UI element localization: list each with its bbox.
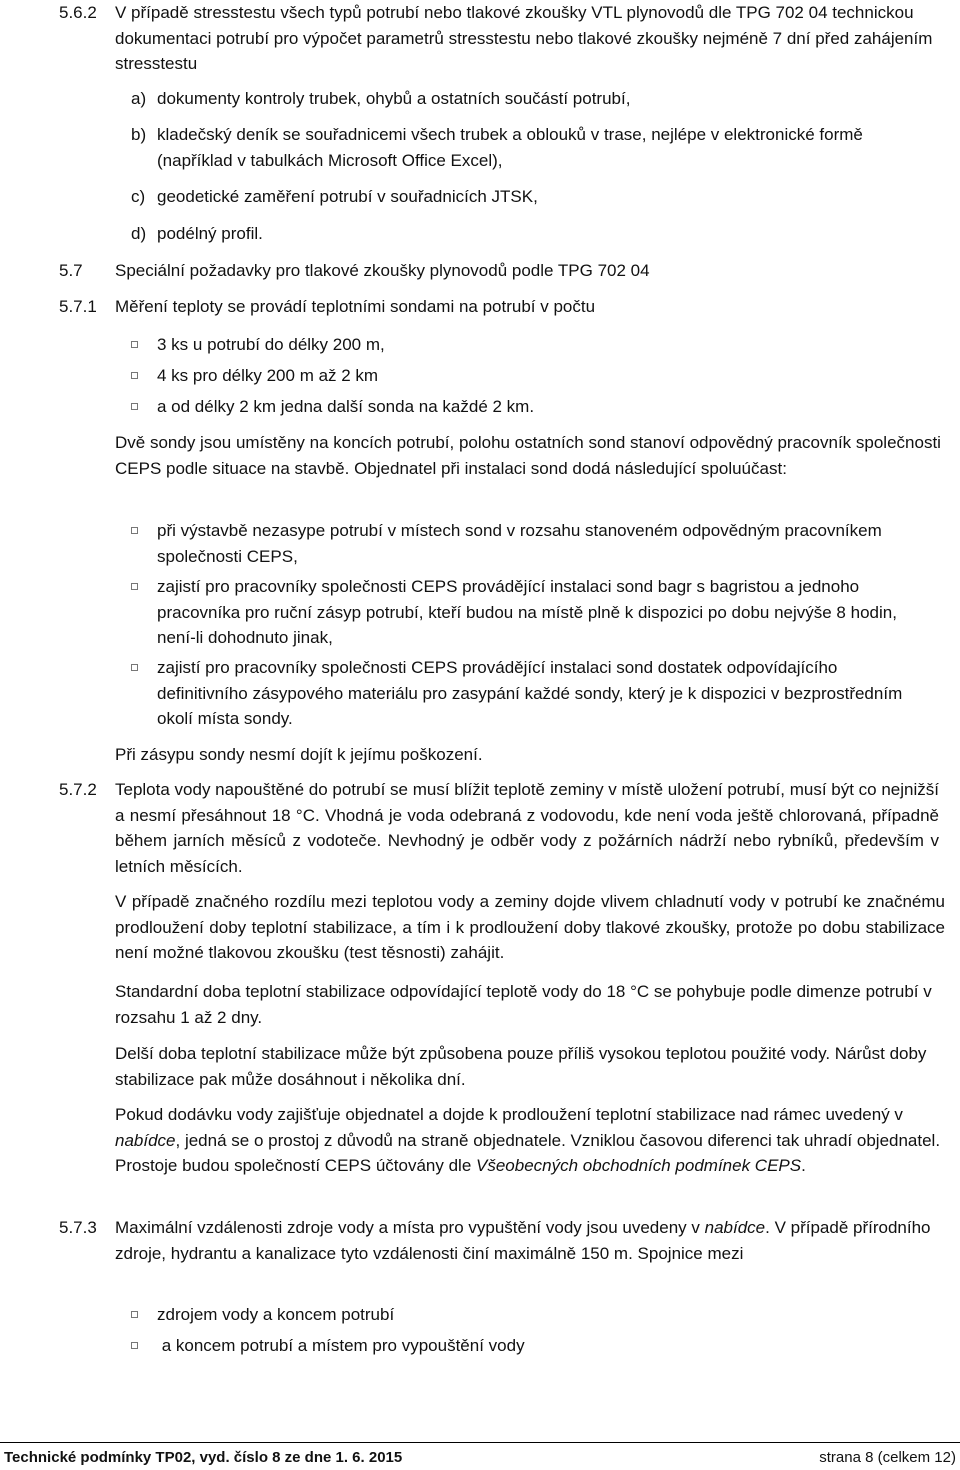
list-item xyxy=(131,574,931,651)
list-label: a) xyxy=(131,89,147,108)
text-run: Pokud dodávku vody zajišťuje objednatel a dojde k prodloužení teplotní stabilizace nad rámec uvedený v xyxy=(115,1105,903,1124)
section-number: 5.7.1 xyxy=(59,297,97,316)
list-text: a od délky 2 km jedna další sonda na každé 2 km. xyxy=(157,397,535,416)
section-5-7-1 xyxy=(59,294,939,320)
paragraph: Standardní doba teplotní stabilizace odpovídající teplotě vody do 18 °C se pohybuje podle dimenze potrubí v rozsahu 1 až 2 dny. xyxy=(115,982,932,1027)
list-label: b) xyxy=(131,125,147,144)
paragraph: V případě značného rozdílu mezi teplotou vody a zeminy dojde vlivem chladnutí vody v potrubí ke značnému prodloužení doby teplotní stabilizace, a tím i k prodloužení doby tlakové zkoušky, protože po dobu stabilizace není možné tlakovou zkoušku (test těsnosti) zahájit. xyxy=(115,892,945,962)
list-text: 4 ks pro délky 200 m až 2 km xyxy=(157,366,379,385)
list-item xyxy=(131,1302,931,1328)
section-number: 5.6.2 xyxy=(59,3,97,22)
paragraph: Dvě sondy jsou umístěny na koncích potrubí, polohu ostatních sond stanoví odpovědný pracovník společnosti CEPS podle situace na stavbě. Objednatel při instalaci sond dodá následující spoluúčast: xyxy=(115,433,941,478)
list-item xyxy=(131,1333,931,1359)
page-footer xyxy=(0,1445,960,1470)
text-run-italic: Všeobecných obchodních podmínek CEPS xyxy=(476,1156,802,1175)
list-label: c) xyxy=(131,187,146,206)
bullet-icon xyxy=(131,1311,138,1318)
list-item xyxy=(131,363,931,389)
text-run: . V případě přírodního zdroje, hydrantu a kanalizace tyto vzdálenosti činí maximálně 150 m. Spojnice mezi xyxy=(115,1218,931,1263)
bullet-icon xyxy=(131,1342,138,1349)
bullet-icon xyxy=(131,403,138,410)
list-item xyxy=(131,518,931,569)
list-item xyxy=(131,332,931,358)
list-text: 3 ks u potrubí do délky 200 m, xyxy=(157,335,385,354)
paragraph: Při zásypu sondy nesmí dojít k jejímu poškození. xyxy=(115,745,483,764)
footer-page-number: strana 8 (celkem 12) xyxy=(819,1449,956,1466)
paragraph: Delší doba teplotní stabilizace může být způsobena pouze příliš vysokou teplotou použité vody. Nárůst doby stabilizace pak může dosáhnout i několika dní. xyxy=(115,1044,927,1089)
list-text: zajistí pro pracovníky společnosti CEPS provádějící instalaci sond bagr s bagristou a jednoho pracovníka pro ruční zásyp potrubí, kteří budou na místě plně k dispozici po dobu nejvýše 8 hodin, není-li dohodnuto jinak, xyxy=(157,577,897,647)
list-item xyxy=(131,394,931,420)
bullet-icon xyxy=(131,664,138,671)
bullet-icon xyxy=(131,527,138,534)
section-number: 5.7.3 xyxy=(59,1218,97,1237)
section-text: Měření teploty se provádí teplotními sondami na potrubí v počtu xyxy=(115,297,596,316)
section-text xyxy=(115,1215,939,1266)
text-run: Maximální vzdálenosti zdroje vody a místa pro vypuštění vody jsou uvedeny v xyxy=(115,1218,705,1237)
list-item-b xyxy=(131,122,931,173)
section-5-7-3 xyxy=(59,1215,939,1266)
list-item-d xyxy=(131,221,931,247)
list-label: d) xyxy=(131,224,147,243)
text-run-italic: nabídce xyxy=(704,1218,766,1237)
footer-divider xyxy=(0,1442,960,1443)
list-item-a xyxy=(131,86,931,112)
section-number: 5.7.2 xyxy=(59,780,97,799)
section-5-7-2 xyxy=(59,777,939,879)
list-text: zajistí pro pracovníky společnosti CEPS provádějící instalaci sond dostatek odpovídajícího definitivního zásypového materiálu pro zasypání každé sondy, který je k dispozici v bezprostředním okolí místa sondy. xyxy=(157,658,903,728)
list-item xyxy=(131,655,931,732)
text-run-italic: nabídce xyxy=(115,1130,176,1150)
list-text: při výstavbě nezasype potrubí v místech sond v rozsahu stanoveném odpovědným pracovníkem společnosti CEPS, xyxy=(157,521,882,566)
section-title: Speciální požadavky pro tlakové zkoušky plynovodů podle TPG 702 04 xyxy=(115,261,650,280)
section-5-6-2 xyxy=(59,0,939,77)
list-text: kladečský deník se souřadnicemi všech trubek a oblouků v trase, nejlépe v elektronické formě (například v tabulkách Microsoft Office Excel), xyxy=(157,125,863,170)
text-run: , jedná se o prostoj z důvodů na straně objednatele. Vzniklou časovou diferenci tak uhradí objednatel. Prostoje budou společností CEPS účtovány dle xyxy=(115,1130,941,1175)
list-text: geodetické zaměření potrubí v souřadnicích JTSK, xyxy=(157,187,538,206)
list-item-c xyxy=(131,184,931,210)
section-text: V případě stresstestu všech typů potrubí nebo tlakové zkoušky VTL plynovodů dle TPG 702 04 technickou dokumentaci potrubí pro výpočet parametrů stresstestu nebo tlakové zkoušky nejméně 7 dní před zahájením stresstestu xyxy=(115,3,933,73)
bullet-icon xyxy=(131,372,138,379)
list-text: podélný profil. xyxy=(157,224,263,243)
bullet-icon xyxy=(131,583,138,590)
list-text: dokumenty kontroly trubek, ohybů a ostatních součástí potrubí, xyxy=(157,89,631,108)
section-text: Teplota vody napouštěné do potrubí se musí blížit teplotě zeminy v místě uložení potrubí, musí být co nejnižší a nesmí přesáhnout 18 °C. Vhodná je voda odebraná z vodovodu, kde není voda ještě chlorovaná, případně během jarních měsíců z vodoteče. Nevhodný je odběr vody z požárních nádrží nebo rybníků, především v letních měsících. xyxy=(115,780,939,876)
section-number: 5.7 xyxy=(59,261,83,280)
list-text: zdrojem vody a koncem potrubí xyxy=(157,1305,395,1324)
list-text: a koncem potrubí a místem pro vypouštění vody xyxy=(157,1336,525,1355)
bullet-icon xyxy=(131,341,138,348)
footer-document-info: Technické podmínky TP02, vyd. číslo 8 ze dne 1. 6. 2015 xyxy=(4,1449,403,1466)
text-run: . xyxy=(801,1156,806,1175)
paragraph xyxy=(115,1102,945,1179)
